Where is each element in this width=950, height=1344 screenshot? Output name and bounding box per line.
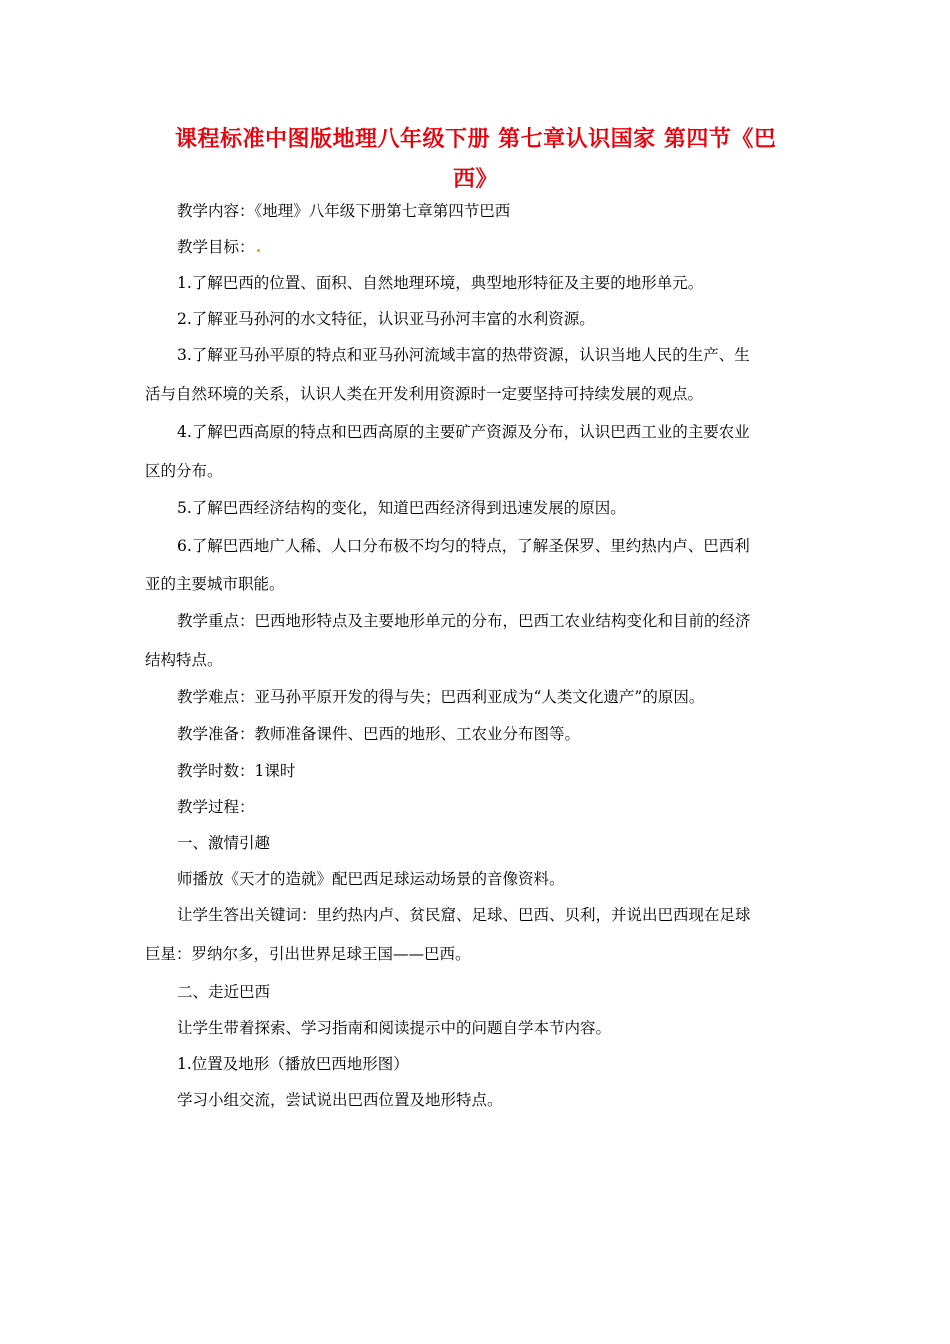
key-points-line-2: 结构特点。 bbox=[145, 651, 223, 669]
section-1-paragraph-2-line-1: 让学生答出关键词：里约热内卢、贫民窟、足球、巴西、贝利，并说出巴西现在足球 bbox=[177, 906, 751, 924]
paragraph-teaching-goals-heading bbox=[177, 237, 847, 257]
document-title bbox=[175, 120, 815, 200]
section-2-subheading-1: 1.位置及地形（播放巴西地形图） bbox=[177, 1055, 409, 1073]
teaching-preparation: 教学准备：教师准备课件、巴西的地形、工农业分布图等。 bbox=[177, 725, 581, 743]
goal-item-2: 2.了解亚马孙河的水文特征，认识亚马孙河丰富的水利资源。 bbox=[177, 310, 595, 328]
annotation-dot-icon bbox=[257, 249, 260, 252]
teaching-goals-label: 教学目标： bbox=[177, 238, 255, 256]
section-2-heading: 二、走近巴西 bbox=[177, 983, 271, 1001]
teaching-hours: 教学时数：1课时 bbox=[177, 762, 296, 780]
goal-item-1: 1.了解巴西的位置、面积、自然地理环境，典型地形特征及主要的地形单元。 bbox=[177, 274, 704, 292]
key-points-line-1: 教学重点：巴西地形特点及主要地形单元的分布，巴西工农业结构变化和目前的经济 bbox=[177, 612, 751, 630]
goal-item-6-line-1: 6.了解巴西地广人稀、人口分布极不均匀的特点，了解圣保罗、里约热内卢、巴西利 bbox=[177, 537, 750, 555]
goal-item-5: 5.了解巴西经济结构的变化，知道巴西经济得到迅速发展的原因。 bbox=[177, 499, 626, 517]
section-1-paragraph-2-line-2: 巨星：罗纳尔多，引出世界足球王国——巴西。 bbox=[145, 945, 471, 963]
title-line-2: 西》 bbox=[453, 167, 499, 192]
section-2-paragraph-1: 让学生带着探索、学习指南和阅读提示中的问题自学本节内容。 bbox=[177, 1019, 612, 1037]
section-1-paragraph-1: 师播放《天才的造就》配巴西足球运动场景的音像资料。 bbox=[177, 870, 565, 888]
teaching-process-heading: 教学过程： bbox=[177, 798, 255, 816]
goal-item-3-line-2: 活与自然环境的关系，认识人类在开发利用资源时一定要坚持可持续发展的观点。 bbox=[145, 385, 704, 403]
paragraph-teaching-content: 教学内容：《地理》八年级下册第七章第四节巴西 bbox=[177, 202, 511, 220]
title-line-1: 课程标准中图版地理八年级下册 第七章认识国家 第四节《巴 bbox=[175, 127, 777, 152]
section-1-heading: 一、激情引趣 bbox=[177, 834, 271, 852]
section-2-paragraph-2: 学习小组交流，尝试说出巴西位置及地形特点。 bbox=[177, 1091, 503, 1109]
goal-item-6-line-2: 亚的主要城市职能。 bbox=[145, 575, 285, 593]
goal-item-4-line-1: 4.了解巴西高原的特点和巴西高原的主要矿产资源及分布，认识巴西工业的主要农业 bbox=[177, 423, 750, 441]
goal-item-3-line-1: 3.了解亚马孙平原的特点和亚马孙河流域丰富的热带资源，认识当地人民的生产、生 bbox=[177, 346, 750, 364]
difficult-points: 教学难点：亚马孙平原开发的得与失；巴西利亚成为“人类文化遗产”的原因。 bbox=[177, 688, 705, 706]
goal-item-4-line-2: 区的分布。 bbox=[145, 462, 223, 480]
